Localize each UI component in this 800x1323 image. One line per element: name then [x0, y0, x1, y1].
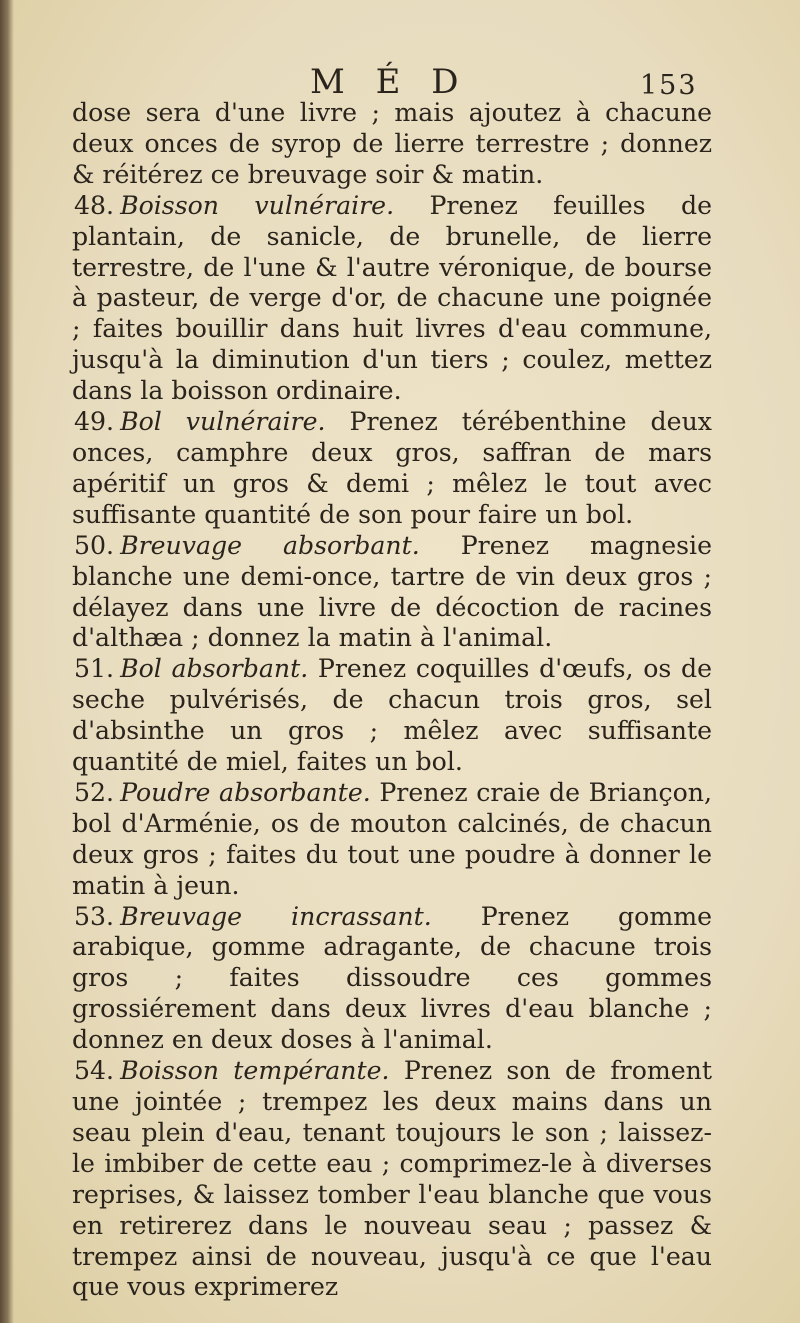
entry-number: 49. [74, 407, 115, 437]
entry-number: 51. [74, 654, 115, 684]
entry-text: Prenez gomme arabique, gomme adragante, de chacune trois gros ; faites dissoudre ces gommes grossiérement dans deux livres d'eau blanche ; donnez en deux doses à l'animal. [72, 901, 712, 1055]
entry-title: Bol vulnéraire. [120, 407, 326, 437]
entry-number: 54. [74, 1056, 115, 1086]
entry-title: Breuvage incrassant. [120, 901, 432, 931]
entry-title: Boisson vulnéraire. [120, 190, 395, 220]
recipe-entry-49 [72, 407, 712, 531]
recipe-entry-53 [72, 902, 712, 1057]
entry-title: Boisson tempérante. [120, 1056, 390, 1086]
entry-title: Breuvage absorbant. [120, 530, 420, 560]
page-body [72, 98, 712, 1303]
entry-text: Prenez térébenthine deux onces, camphre deux gros, saffran de mars apéritif un gros & demi ; mêlez le tout avec suffisante quantité de son pour faire un bol. [72, 407, 712, 529]
entry-title: Bol absorbant. [120, 654, 309, 684]
page-header [0, 62, 800, 102]
entry-number: 53. [74, 901, 115, 931]
entry-text: Prenez son de froment une jointée ; trempez les deux mains dans un seau plein d'eau, tenant toujours le son ; laissez-le imbiber de cette eau ; comprimez-le à diverses reprises, & laissez tomber l'eau blanche que vous en retirerez dans le nouveau seau ; passez & trempez ainsi de nouveau, jusqu'à ce que l'eau que vous exprimerez [72, 1056, 712, 1302]
paragraph-text: dose sera d'une livre ; mais ajoutez à chacune deux onces de syrop de lierre terrestre ; donnez & réitérez ce breuvage soir & matin. [72, 98, 712, 189]
entry-text: Prenez magnesie blanche une demi-once, tartre de vin deux gros ; délayez dans une livre de décoction de racines d'althæa ; donnez la matin à l'animal. [72, 530, 712, 653]
page-number: 153 [640, 70, 698, 101]
entry-text: Prenez craie de Briançon, bol d'Arménie, os de mouton calcinés, de chacun deux gros ; faites du tout une poudre à donner le matin à jeun. [72, 777, 712, 900]
running-title: M É D [310, 62, 469, 102]
entry-text: Prenez feuilles de plantain, de sanicle, de brunelle, de lierre terrestre, de l'une & l'autre véronique, de bourse à pasteur, de verge d'or, de chacune une poignée ; faites bouillir dans huit livres d'eau commune, jusqu'à la diminution d'un tiers ; coulez, mettez dans la boisson ordinaire. [72, 190, 712, 406]
entry-number: 48. [74, 190, 115, 220]
continuation-paragraph [72, 98, 712, 191]
entry-number: 52. [74, 777, 115, 807]
recipe-entry-54 [72, 1056, 712, 1303]
recipe-entry-52 [72, 778, 712, 902]
entry-number: 50. [74, 530, 115, 560]
recipe-entry-50 [72, 531, 712, 655]
binding-shadow [0, 0, 14, 1323]
entry-title: Poudre absorbante. [120, 777, 371, 807]
recipe-entry-48 [72, 191, 712, 407]
entry-text: Prenez coquilles d'œufs, os de seche pulvérisés, de chacun trois gros, sel d'absinthe un gros ; mêlez avec suffisante quantité de miel, faites un bol. [72, 654, 712, 777]
recipe-entry-51 [72, 654, 712, 778]
